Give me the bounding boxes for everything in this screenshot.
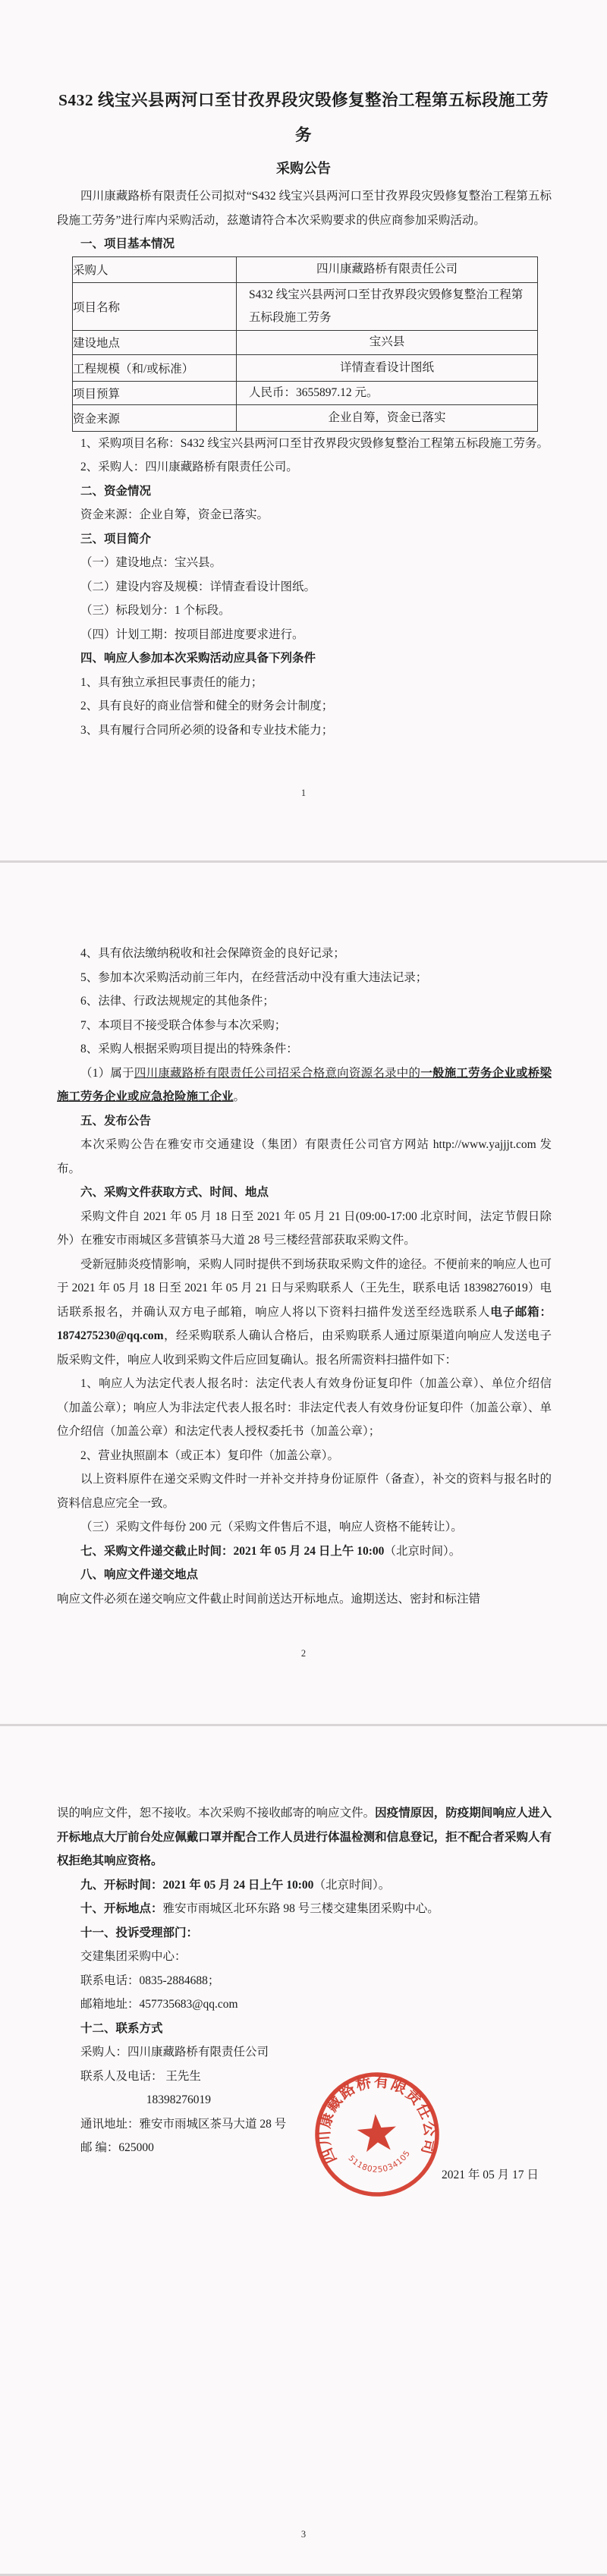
paragraph-document-fee: （三）采购文件每份 200 元（采购文件售后不退，响应人资格不能转让）。 [80, 1521, 463, 1533]
row-value: 宝兴县 [237, 330, 538, 354]
special-condition-suffix: 。 [233, 1090, 246, 1103]
paragraph-condition-3: 3、具有履行合同所必须的设备和专业技术能力； [80, 723, 334, 737]
delivery-text-normal: 误的响应文件，恕不接收。本次采购不接收邮寄的响应文件。 [57, 1807, 376, 1820]
paragraph-complaint-phone: 联系电话：0835-2884688； [80, 1974, 220, 1987]
deadline-suffix: （北京时间）。 [384, 1544, 461, 1558]
document-subtitle: 采购公告 [276, 161, 331, 176]
intro-paragraph: 四川康藏路桥有限责任公司拟对“S432 线宝兴县两河口至甘孜界段灾毁修复整治工程第五标段施工劳务”进行库内采购活动，兹邀请符合本次采购要求的供应商参加采购活动。 [57, 190, 552, 227]
row-label: 资金来源 [73, 404, 237, 431]
paragraph-condition-2: 2、具有良好的商业信誉和健全的财务会计制度； [80, 700, 334, 712]
paragraph-condition-5: 5、参加本次采购活动前三年内，在经营活动中没有重大违法记录； [80, 970, 428, 984]
deadline-value: 2021 年 05 月 24 日上午 10:00 [233, 1544, 385, 1558]
delivery-text-bold: 因疫情原因，防疫期间响应人进入开标地点大厅前台处应佩戴口罩并配合工作人员进行体温检测和信息登记，拒不配合者采购人有权拒绝其响应资格。 [57, 1807, 552, 1867]
section-heading-4: 四、响应人参加本次采购活动应具备下列条件 [80, 652, 316, 665]
paragraph-obtain-documents: 采购文件自 2021 年 05 月 18 日至 2021 年 05 月 21 日(09:00-17:00 北京时间，法定节假日除外）在雅安市雨城区多营镇茶马大道 28 号三楼经营部获取采购文件。 [57, 1209, 552, 1247]
paragraph-condition-4: 4、具有依法缴纳税收和社会保障资金的良好记录； [80, 947, 345, 960]
document-page-3 [0, 1726, 607, 2574]
row-value: 人民币：3655897.12 元。 [237, 381, 538, 404]
paragraph-postcode: 邮 编：625000 [80, 2141, 154, 2154]
paragraph-delivery-continued [57, 1801, 552, 1873]
section-heading-3: 三、项目简介 [80, 532, 152, 546]
paragraph-special-condition [57, 1062, 552, 1109]
special-condition-prefix: （1）属于 [80, 1066, 134, 1080]
paragraph-brief-scope: （二）建设内容及规模：详情查看设计图纸。 [80, 580, 316, 593]
document-title: S432 线宝兴县两河口至甘孜界段灾毁修复整治工程第五标段施工劳务 [58, 91, 549, 144]
row-label: 工程规模（和/或标准） [73, 354, 237, 381]
paragraph-announcement-site: 本次采购公告在雅安市交通建设（集团）有限责任公司官方网站 http://www.yajjjt.com 发布。 [57, 1138, 552, 1175]
seal-number: 5118025034105 [346, 2149, 412, 2175]
paragraph-brief-sections: （三）标段划分：1 个标段。 [80, 604, 231, 617]
table-row [73, 330, 538, 354]
table-row [73, 256, 538, 282]
paragraph-condition-7: 7、本项目不接受联合体参与本次采购； [80, 1018, 287, 1032]
paragraph-complaint-email: 邮箱地址：457735683@qq.com [80, 1998, 238, 2011]
paragraph-covid-procedure [57, 1253, 552, 1373]
row-value: 企业自筹，资金已落实 [237, 404, 538, 431]
section-heading-11: 十一、投诉受理部门： [80, 1926, 199, 1939]
section-heading-12: 十二、联系方式 [80, 2021, 163, 2035]
paragraph-contact-person: 联系人及电话： 王先生 [80, 2069, 201, 2083]
paragraph-requirement-2: 2、营业执照副本（或正本）复印件（加盖公章）。 [80, 1448, 340, 1462]
paragraph-requirement-1: 1、响应人为法定代表人报名时：法定代表人有效身份证复印件（加盖公章）、单位介绍信（加盖公章）；响应人为非法定代表人报名时：非法定代表人有效身份证复印件（加盖公章）、单位介绍信（加盖公章）和法定代表人授权委托书（加盖公章）； [57, 1377, 552, 1438]
seal-company-name: 四川康藏路桥有限责任公司 [316, 2073, 439, 2166]
document-page-2 [0, 863, 607, 1724]
paragraph-purchaser: 2、采购人：四川康藏路桥有限责任公司。 [80, 461, 298, 473]
deadline-label: 七、采购文件递交截止时间： [80, 1544, 234, 1558]
seal-star-icon [356, 2112, 398, 2153]
section-heading-2: 二、资金情况 [80, 484, 152, 498]
paragraph-funding: 资金来源：企业自筹，资金已落实。 [80, 508, 269, 521]
paragraph-condition-6: 6、法律、行政法规规定的其他条件； [80, 995, 275, 1008]
row-value: 详情查看设计图纸 [237, 354, 538, 381]
issue-date: 2021 年 05 月 17 日 [442, 2169, 539, 2181]
special-condition-underlined: 四川康藏路桥有限责任公司招采合格意向资源名录中的 [134, 1066, 421, 1080]
opening-time-label: 九、开标时间： [80, 1878, 163, 1892]
covid-text-2: ，经采购联系人确认合格后，由采购联系人通过原渠道向响应人发送电子版采购文件，响应人收到采购文件后应回复确认。报名所需资料扫描件如下： [57, 1329, 552, 1367]
opening-place-label: 十、开标地点： [80, 1902, 163, 1915]
section-heading-5: 五、发布公告 [80, 1114, 152, 1128]
paragraph-contact-phone: 18398276019 [146, 2093, 212, 2106]
opening-time-suffix: （北京时间）。 [313, 1878, 391, 1892]
paragraph-condition-8: 8、采购人根据采购项目提出的特殊条件： [80, 1043, 298, 1055]
paragraph-brief-location: （一）建设地点：宝兴县。 [80, 556, 222, 569]
table-row [73, 381, 538, 404]
special-condition-bold: 一般施工劳务企业或桥梁施工劳务企业或应急抢险施工企业 [57, 1066, 552, 1103]
page-number: 1 [300, 788, 307, 798]
opening-time-value: 2021 年 05 月 24 日上午 10:00 [162, 1878, 314, 1892]
row-label: 建设地点 [73, 330, 237, 354]
paragraph-condition-1: 1、具有独立承担民事责任的能力； [80, 675, 263, 689]
page-number: 2 [300, 1648, 307, 1659]
covid-email: 电子邮箱：1874275230@qq.com [57, 1305, 552, 1342]
covid-text-1: 受新冠肺炎疫情影响，采购人同时提供不到场获取采购文件的途径。不便前来的响应人也可于 2021 年 05 月 18 日至 2021 年 05 月 21 日与采购联系人（王先生，联系电话 18398276019）电话联系报名，并确认双方电子邮箱，响应人将以下资料扫描件发送至经选联系人 [57, 1257, 552, 1319]
row-value: 四川康藏路桥有限责任公司 [237, 256, 538, 282]
paragraph-brief-schedule: （四）计划工期：按项目部进度要求进行。 [80, 627, 304, 641]
paragraph-originals: 以上资料原件在递交采购文件时一并补交并持身份证原件（备查），补交的资料与报名时的资料信息应完全一致。 [57, 1473, 552, 1510]
table-row [73, 354, 538, 381]
row-label: 项目预算 [73, 381, 237, 404]
section-heading-10 [57, 1897, 552, 1921]
section-heading-8: 八、响应文件递交地点 [80, 1568, 199, 1581]
page-number: 3 [300, 2529, 307, 2540]
paragraph-project-name: 1、采购项目名称：S432 线宝兴县两河口至甘孜界段灾毁修复整治工程第五标段施工劳务。 [80, 436, 549, 450]
section-heading-1: 一、项目基本情况 [80, 237, 175, 250]
paragraph-complaint-center: 交建集团采购中心： [80, 1950, 187, 1963]
paragraph-purchaser-name: 采购人：四川康藏路桥有限责任公司 [80, 2046, 269, 2059]
row-label: 采购人 [73, 256, 237, 282]
section-heading-9 [57, 1873, 552, 1898]
project-info-table [72, 256, 538, 432]
section-heading-7 [57, 1540, 552, 1564]
row-value: S432 线宝兴县两河口至甘孜界段灾毁修复整治工程第五标段施工劳务 [237, 282, 538, 330]
document-page-1 [0, 0, 607, 860]
paragraph-address: 通讯地址：雅安市雨城区茶马大道 28 号 [80, 2117, 287, 2131]
row-label: 项目名称 [73, 282, 237, 330]
table-row [73, 404, 538, 431]
opening-place-value: 雅安市雨城区北环东路 98 号三楼交建集团采购中心。 [162, 1902, 439, 1915]
company-seal [308, 2065, 446, 2203]
table-row [73, 282, 538, 330]
section-heading-6: 六、采购文件获取方式、时间、地点 [80, 1186, 269, 1199]
paragraph-delivery: 响应文件必须在递交响应文件截止时间前送达开标地点。逾期送达、密封和标注错 [57, 1592, 481, 1606]
